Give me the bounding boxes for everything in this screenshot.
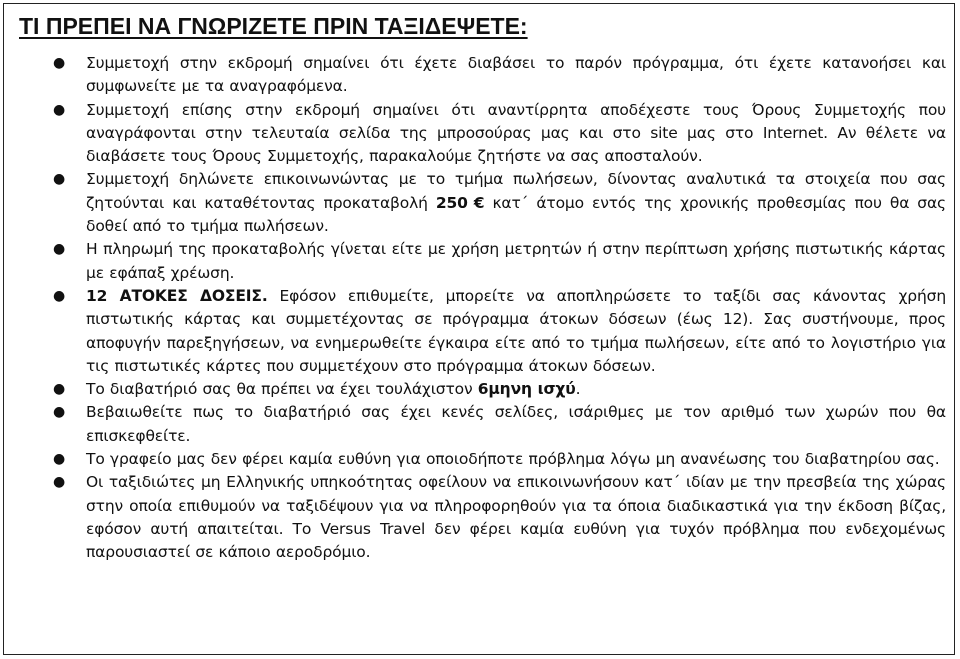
list-item [53,448,946,471]
bullet-icon: ● [53,474,66,491]
list-item [53,401,946,448]
installments-heading: 12 ΑΤΟΚΕΣ ΔΟΣΕΙΣ. [86,286,268,305]
item-text: Βεβαιωθείτε πως το διαβατήριό σας έχει κενές σελίδες, ισάριθμες με τον αριθμό των χωρών που θα επισκεφθείτε. [86,403,946,445]
list-item [53,238,946,285]
item-text: Η πληρωμή της προκαταβολής γίνεται είτε με χρήση μετρητών ή στην περίπτωση χρήσης πιστωτικής κάρτας με εφάπαξ χρέωση. [86,240,946,282]
bullet-icon: ● [53,381,66,398]
item-text: κατ΄ άτομο εντός της χρονικής προθεσμίας που θα σας δοθεί από το τμήμα πωλήσεων. [86,193,946,236]
item-text: Το διαβατήριό σας θα πρέπει να έχει τουλάχιστον [86,380,478,399]
bullet-icon: ● [53,55,66,71]
item-text: Συμμετοχή επίσης στην εκδρομή σημαίνει ότι αναντίρρητα αποδέχεστε τους Όρους Συμμετοχής που αναγράφονται στην τελευταία σελίδα της μπροσούρας μας και στο site μας στο Internet. Αν θέλετε να διαβάσετε τους Όρους Συμμετοχής, παρακαλούμε ζητήστε να σας αποσταλούν. [86,100,946,166]
bullet-icon: ● [53,404,66,421]
passport-validity: 6μηνη ισχύ [477,380,576,399]
bullet-icon: ● [53,287,66,304]
list-item [53,471,946,564]
page-title: ΤΙ ΠΡΕΠΕΙ ΝΑ ΓΝΩΡΙΖΕΤΕ ΠΡΙΝ ΤΑΞΙΔΕΨΕΤΕ: [19,13,528,39]
item-text: . [575,380,581,399]
item-text: Το γραφείο μας δεν φέρει καμία ευθύνη για οποιοδήποτε πρόβλημα λόγω μη ανανέωσης του διαβατηρίου σας. [86,450,940,469]
bullet-icon: ● [53,171,66,188]
item-text: Οι ταξιδιώτες μη Ελληνικής υπηκοότητας οφείλουν να επικοινωνήσουν κατ΄ ιδίαν με την πρεσβεία της χώρας στην οποία επιθυμούν να ταξιδέψουν για να πληροφορηθούν για τα όποια διαδικαστικά για την έκδοση βίζας, εφόσον αυτή απαιτείται. Το Versus Travel δεν φέρει καμία ευθύνη για τυχόν πρόβλημα που ενδεχομένως παρουσιαστεί σε κάποιο αεροδρόμιο. [86,473,946,562]
item-text: Εφόσον επιθυμείτε, μπορείτε να αποπληρώσετε το ταξίδι σας κάνοντας χρήση πιστωτικής κάρτας και συμμετέχοντας σε πρόγραμμα άτοκων δόσεων (έως 12). Σας συστήνουμε, προς αποφυγήν παρεξηγήσεων, να ενημερωθείτε έγκαιρα είτε από το τμήμα πωλήσεων, είτε από το λογιστήριο για τις πιστωτικές κάρτες που συμμετέχουν στο πρόγραμμα άτοκων δόσεων. [86,286,946,375]
deposit-amount: 250 [435,193,468,212]
item-text: Συμμετοχή δηλώνετε επικοινωνώντας με το τμήμα πωλήσεων, δίνοντας αναλυτικά τα στοιχεία που σας ζητούνται και καταθέτοντας προκαταβολή [86,170,946,212]
bullet-icon: ● [53,241,66,258]
bullet-icon: ● [53,101,66,118]
list-item [53,99,946,169]
list-item [53,168,946,238]
bullet-icon: ● [53,451,66,468]
item-text: Συμμετοχή στην εκδρομή σημαίνει ότι έχετε διαβάσει το παρόν πρόγραμμα, ότι έχετε κατανοήσει και συμφωνείτε με τα αναγραφόμενα. [86,54,946,96]
list-item [53,285,946,378]
euro-symbol: € [473,193,485,212]
list-item [53,378,946,401]
list-item [53,52,946,99]
travel-notes-list [0,52,960,565]
